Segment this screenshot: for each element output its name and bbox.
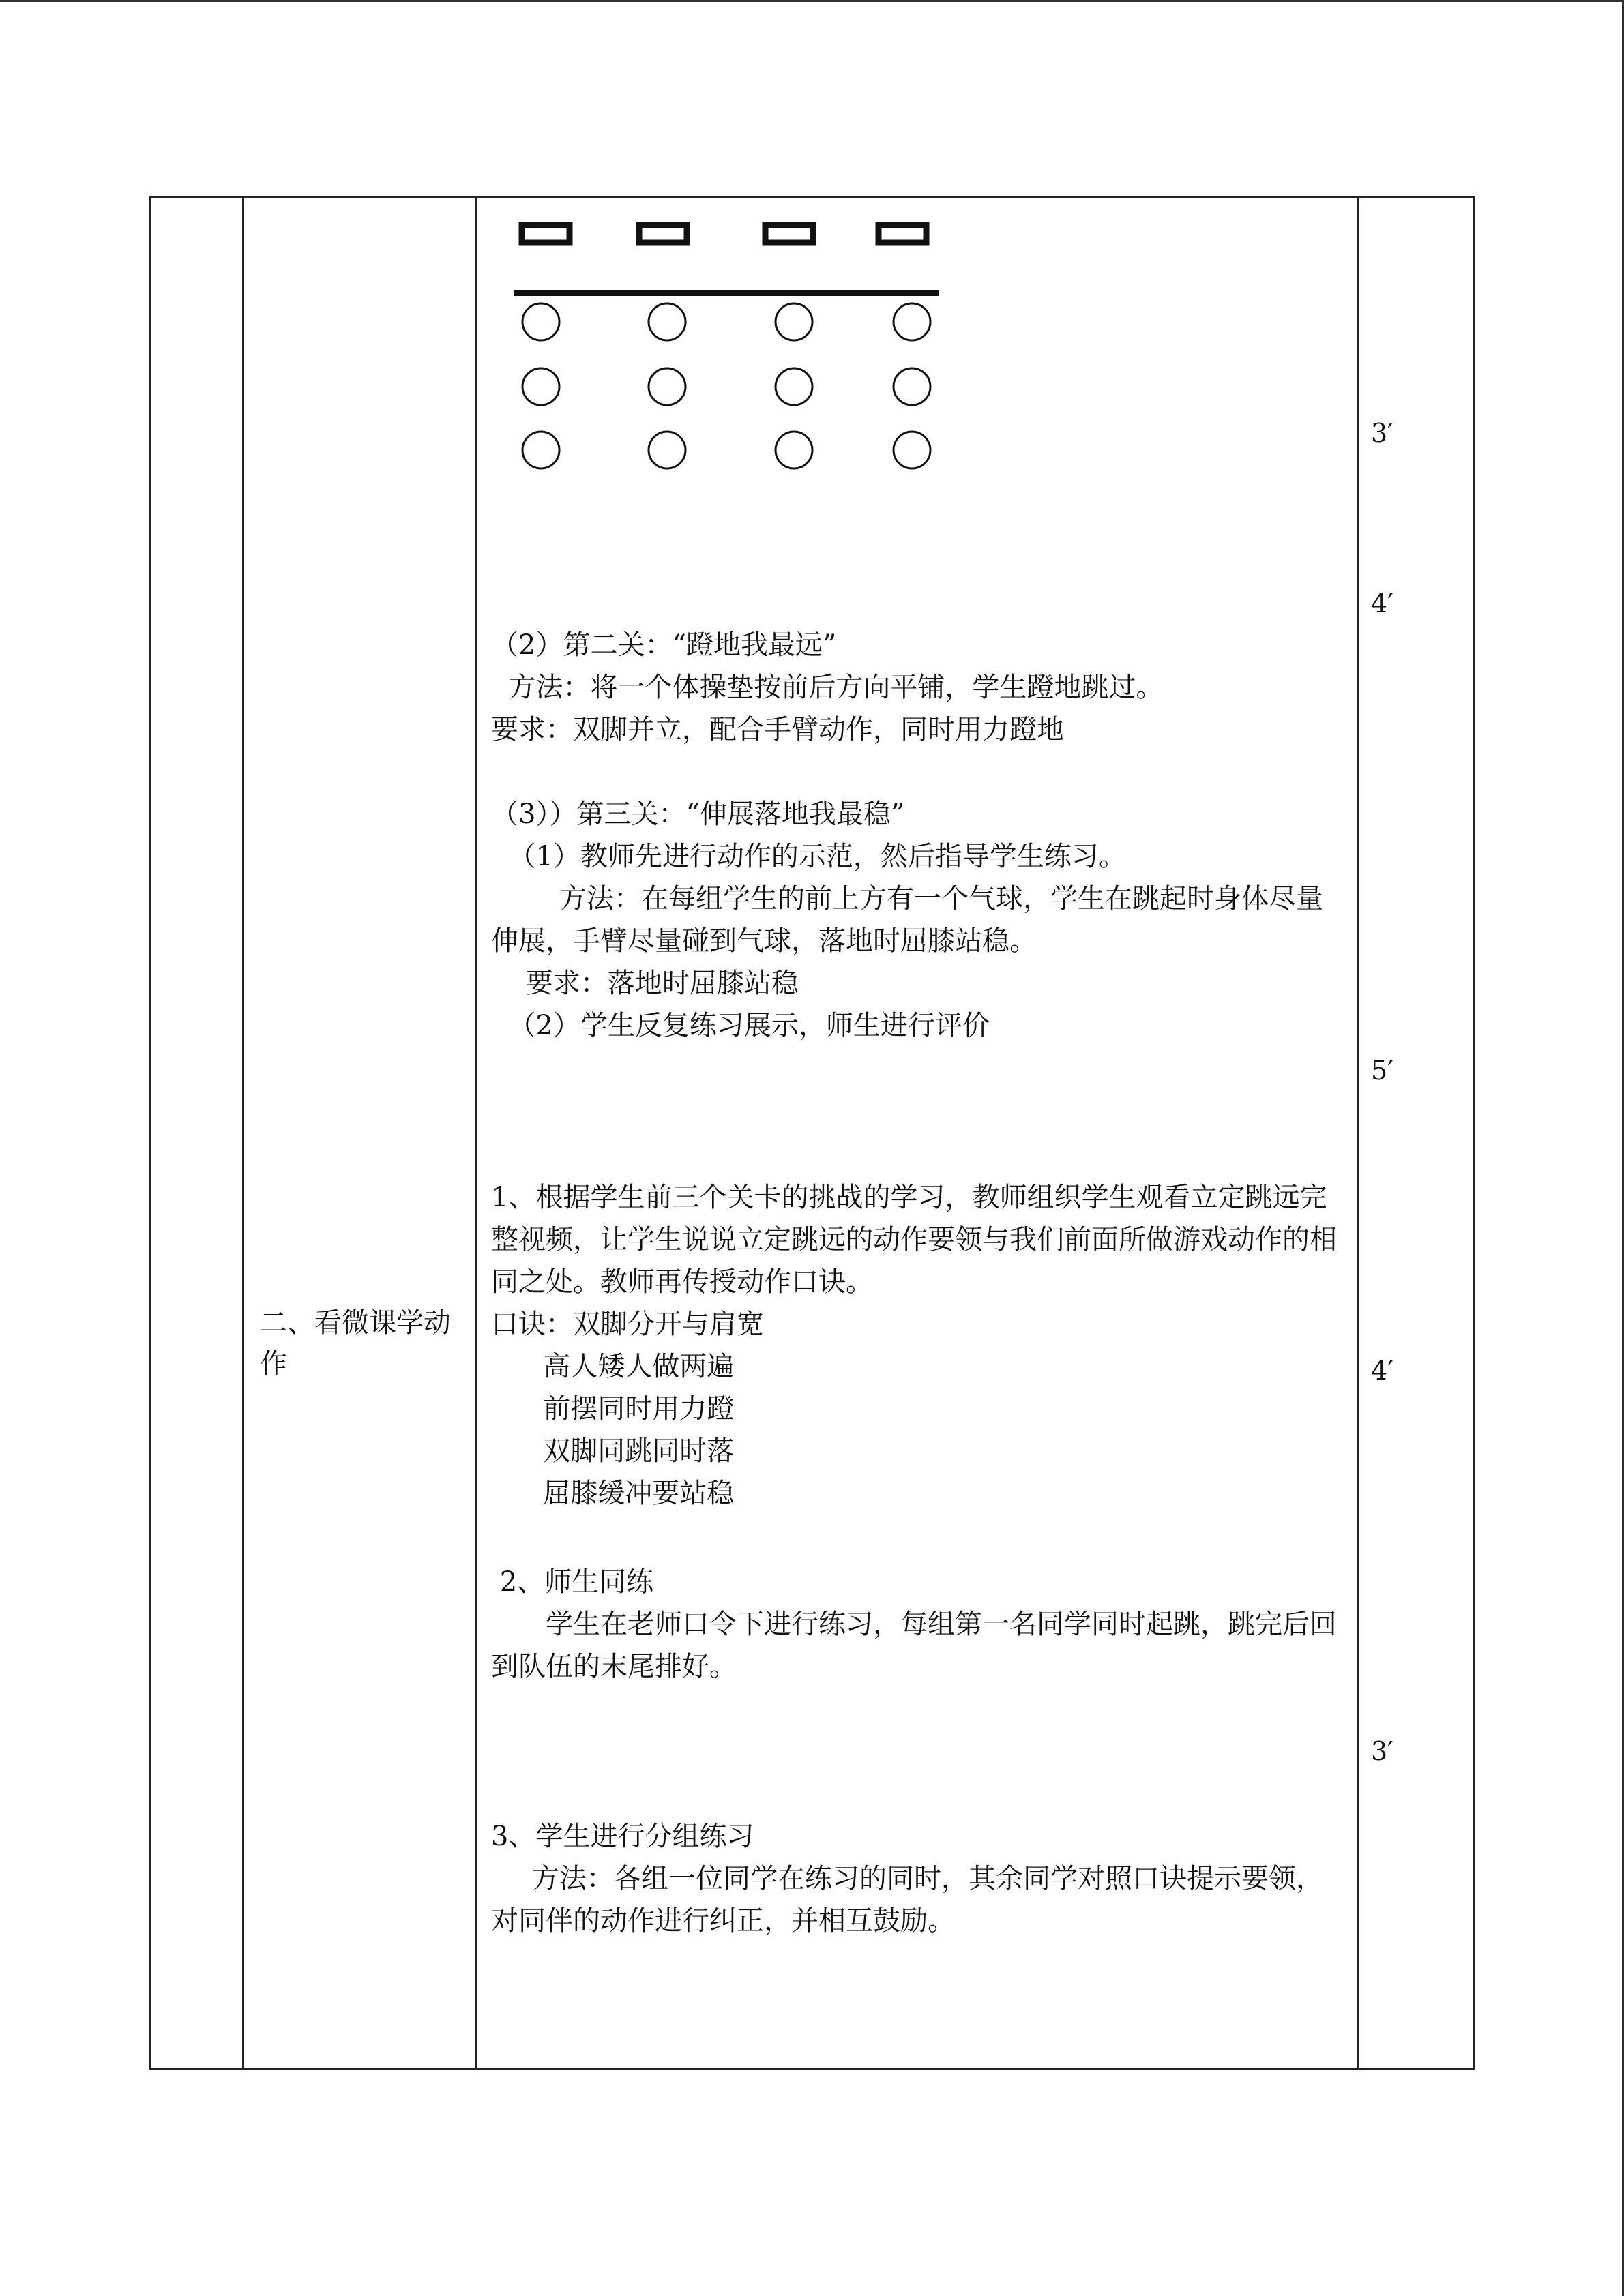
time-mark: 4′ [1371,1356,1393,1386]
student-circle [894,303,930,340]
time-mark: 4′ [1371,588,1393,618]
mat-block [765,225,813,243]
mat-block [639,225,687,243]
text-line: 要求：落地时屈膝站稳 [491,968,799,999]
text-line: 要求：双脚并立，配合手臂动作，同时用力蹬地 [491,714,1064,745]
student-circle [894,368,930,405]
student-circle [776,368,812,405]
column-divider-1 [242,196,244,2070]
mat-block [522,225,570,243]
student-circle [776,432,812,468]
formation-svg [505,211,955,484]
student-circle [776,303,812,340]
practice-together-block [491,1561,1337,1688]
text-line: （3））第三关：“伸展落地我最稳” [491,799,905,830]
student-circle [649,432,685,468]
text-paragraph: 学生在老师口令下进行练习，每组第一名同学同时起跳，跳完后回到队伍的末尾排好。 [491,1609,1337,1682]
column-divider-2 [475,196,477,2070]
micro-lesson-block [491,1176,1337,1515]
stage-three-block [491,793,1337,1047]
text-line: 双脚同跳同时落 [491,1435,735,1467]
student-circle [522,303,559,340]
text-line: 高人矮人做两遍 [491,1351,735,1382]
text-line: 屈膝缓冲要站稳 [491,1478,735,1509]
student-circle [649,368,685,405]
text-line: （1）教师先进行动作的示范，然后指导学生练习。 [491,841,1126,872]
text-paragraph: 方法：各组一位同学在练习的同时，其余同学对照口诀提示要领，对同伴的动作进行纠正，并相互鼓励。 [491,1863,1323,1937]
time-mark: 3′ [1371,1736,1393,1766]
text-line: 3、学生进行分组练习 [491,1821,754,1852]
text-line: 口诀：双脚分开与肩宽 [491,1309,764,1340]
text-line: （2）第二关：“蹬地我最远” [491,629,837,661]
student-circle [649,303,685,340]
time-mark: 3′ [1371,418,1393,448]
text-line: 2、师生同练 [491,1566,654,1598]
mat-block [879,225,926,243]
text-line: （2）学生反复练习展示，师生进行评价 [491,1010,990,1041]
column-divider-3 [1357,196,1359,2070]
student-circle [522,368,559,405]
group-practice-block [491,1815,1337,1942]
formation-diagram [505,211,955,484]
page-top-border [0,0,1624,2]
text-paragraph: 方法：在每组学生的前上方有一个气球，学生在跳起时身体尽量伸展，手臂尽量碰到气球，落地时屈膝站稳。 [491,883,1323,957]
text-line: 前摆同时用力蹬 [491,1393,735,1425]
time-mark: 5′ [1371,1056,1393,1086]
row-label: 二、看微课学动作 [260,1307,451,1380]
text-line: 方法：将一个体操垫按前后方向平铺，学生蹬地跳过。 [491,672,1164,703]
text-paragraph: 1、根据学生前三个关卡的挑战的学习，教师组织学生观看立定跳远完整视频，让学生说说立定跳远的动作要领与我们前面所做游戏动作的相同之处。教师再传授动作口诀。 [491,1182,1337,1298]
stage-two-block [491,624,1337,751]
student-circle [522,432,559,468]
student-circle [894,432,930,468]
